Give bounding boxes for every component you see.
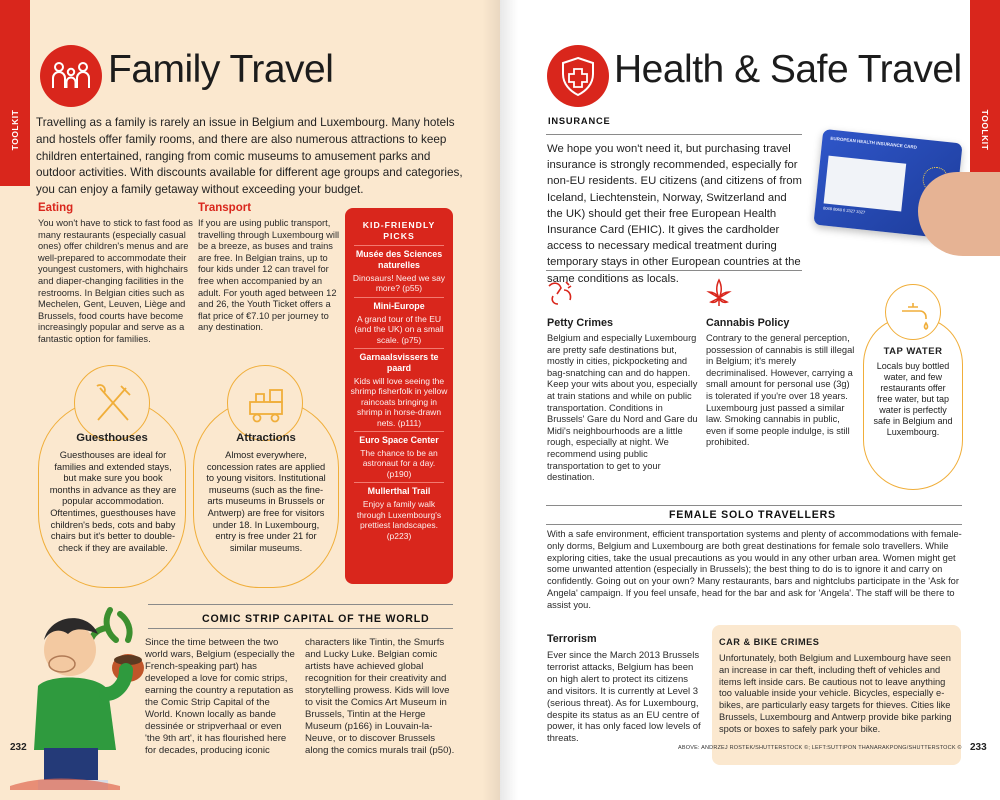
terrorism-text: Ever since the March 2013 Brussels terrorist attacks, Belgium has been on high alert to protect its citizens and visitors. It is currently at Level 3 (serious threat). As for Luxembourg, despite its status as an EU centre of power, it has only faced low levels of threats. [547, 650, 701, 745]
car-bike-text: Unfortunately, both Belgium and Luxembourg have seen an increase in car theft, including theft of vehicles and items left inside cars. Be cautious not to leave anything too valuable inside your vehicle. Bicycles, especially e-bikes, are particularly easy targets for thieves. Cities like Brussels, Luxembourg and Antwerp provide bike parking spots or boxes to safely park your bike. [719, 653, 952, 734]
cannabis-text: Contrary to the general perception, possession of cannabis is still illegal in Belgium; it's merely decriminalised. However, carrying a small amount for personal use (3g) is tolerated if you're over 18 years. Luxembourg just passed a similar law. Smoking cannabis in public, even if some people indulge, is still prohibited. [706, 333, 855, 448]
card-number: 8048 8060 0 2327 3327 [822, 205, 866, 215]
pick-name: Musée des Sciences naturelles [355, 249, 443, 270]
page-number: 232 [10, 742, 27, 753]
divider [148, 604, 453, 605]
pick-name: Euro Space Center [359, 435, 439, 446]
divider [546, 524, 962, 525]
insurance-heading: INSURANCE [548, 116, 611, 126]
shield-medical-icon [547, 45, 609, 107]
terrorism-heading: Terrorism [547, 633, 597, 645]
cannabis-leaf-icon [704, 276, 734, 308]
page-gutter-shadow [482, 0, 500, 800]
toolkit-tab-label: TOOLKIT [980, 109, 990, 151]
page-gutter-shadow [500, 0, 518, 800]
divider [354, 482, 444, 483]
pick-desc: Enjoy a family walk through Luxembourg's prettiest landscapes. (p223) [356, 499, 442, 541]
hand-illustration [918, 172, 1000, 256]
attractions-text: Almost everywhere, concession rates are applied to young visitors. Institutional museums (such as the fine-arts museums in Brussels or Antwerp) are free for visitors under 18. In Luxembourg, entry is free under 21 for similar museums. [206, 450, 326, 553]
comic-heading: COMIC STRIP CAPITAL OF THE WORLD [202, 613, 430, 625]
transport-heading: Transport [198, 202, 252, 214]
tap-water-heading: TAP WATER [883, 346, 943, 357]
eating-text: You won't have to stick to fast food as many restaurants (especially casual ones) offer children's menus and are well-prepared to accommodate their youngest customers, with highchairs and diaper-changing facilities in the restrooms. In Belgian cities such as Mechelen, Gent, Leuven, Liège and Brussels, food courts have become increasingly popular and serve as a fantastic option for families. [38, 218, 193, 344]
pick-desc: The chance to be an astronaut for a day. (p190) [360, 448, 438, 479]
divider [546, 505, 962, 506]
petty-crimes-text: Belgium and especially Luxembourg are pretty safe destinations but, mostly in cities, pickpocketing and bag-snatching can and do happen. Keep your wits about you, especially at train stations and while on public transportation. Conditions in Brussels' Gare du Nord and Gare du Midi's neighbourhoods are a little rough, especially at night. We recommend using public transportation to get to your destination. [547, 333, 698, 483]
divider [354, 431, 444, 432]
car-bike-crimes-box [712, 625, 961, 765]
toolkit-tab [0, 0, 30, 186]
comic-character-illustration [10, 590, 160, 790]
tap-water-text: Locals buy bottled water, and few restaurants offer free water, but tap water is perfectly safe in Belgium and Luxembourg. [873, 361, 953, 437]
female-solo-heading: FEMALE SOLO TRAVELLERS [669, 509, 836, 521]
kid-friendly-picks-box [345, 208, 453, 584]
toy-train-icon [227, 365, 303, 441]
card-header: EUROPEAN HEALTH INSURANCE CARD [830, 135, 918, 150]
toolkit-tab-label: TOOLKIT [10, 109, 20, 151]
attractions-heading: Attractions [236, 432, 296, 444]
right-page [500, 0, 1000, 800]
kid-picks-title: KID-FRIENDLY PICKS [362, 220, 436, 241]
page-title: Health & Safe Travel [614, 48, 962, 91]
petty-crimes-heading: Petty Crimes [547, 317, 614, 329]
car-bike-heading: CAR & BIKE CRIMES [719, 637, 820, 647]
divider [354, 348, 444, 349]
divider [546, 134, 802, 135]
pick-name: Mini-Europe [373, 300, 425, 311]
pickpocket-icon [544, 278, 576, 308]
eating-heading: Eating [38, 202, 74, 214]
cutlery-icon [74, 365, 150, 441]
divider [354, 297, 444, 298]
divider [546, 270, 802, 271]
transport-text: If you are using public transport, travelling through Luxembourg will be a breeze, as buses and trains are free. In Belgian trains, up to four kids under 12 can travel for free when accompanied by an adult. For youth aged between 12 and 26, the Youth Ticket offers a flat price of €7.10 per journey to any destination. [198, 218, 340, 333]
comic-text-col2: characters like Tintin, the Smurfs and Lucky Luke. Belgian comic artists have achieved global recognition for their creativity and storytelling prowess. Kids will love to visit the Comics Art Museum in Brussels, Tintin at the Herge Museum (p166) in Louvain-la-Neuve, or to discover Brussels along the comics murals trail (p50). [305, 637, 455, 756]
page-number: 233 [970, 742, 987, 753]
toolkit-tab [970, 0, 1000, 186]
photo-credit: ABOVE: ANDRZEJ ROSTEK/SHUTTERSTOCK ©; LEFT:SUTTIPON THANARAKPONG/SHUTTERSTOCK © [678, 745, 962, 751]
page-title: Family Travel [108, 48, 334, 91]
guesthouses-text: Guesthouses are ideal for families and extended stays, but make sure you book months in advance as they are popular accommodation. Oftentimes, guesthouses have children's beds, cots and baby chairs but it's better to double-check if they are available. [49, 450, 177, 553]
pick-desc: A grand tour of the EU (and the UK) on a small scale. (p75) [354, 313, 444, 345]
card-data-area [822, 156, 907, 215]
family-intro: Travelling as a family is rarely an issue in Belgium and Luxembourg. Many hotels and hostels offer family rooms, and there are also numerous attractions to keep children entertained, ranging from comic museums to amusement parks and outdoor activities. With discounts available for different age groups and categories, you can enjoy a family getaway without exceeding your budget. [36, 116, 463, 197]
comic-text-col1: Since the time between the two world wars, Belgium (especially the French-speaking part) has developed a love for comic strips, earning the country a reputation as the Comic Strip Capital of the World. Known locally as bande dessinée or stripverhaal or even 'the 9th art', it has flourished here for decades, producing iconic [145, 637, 295, 756]
pick-name: Garnaalsvissers te paard [359, 352, 439, 374]
insurance-text: We hope you won't need it, but purchasing travel insurance is strongly recommended, especially for non-EU residents. EU citizens (and citizens of from Iceland, Liechtenstein, Norway, Switzerland and the UK) should get their free European Health Insurance Card (EHIC). It gives the cardholder access to necessary medical treatment during temporary stays in other European countries at the same conditions as locals. [547, 143, 802, 285]
tap-icon [885, 284, 941, 340]
guesthouses-heading: Guesthouses [76, 432, 148, 444]
female-solo-text: With a safe environment, efficient transportation systems and plenty of accommodations with female-only dorms, Belgium and Luxembourg are both great destinations for female solo travellers. While exploring cities, take the usual precautions as you would in any other urban area. Women might get some unwanted attention (especially in Brussels); the best thing to do is to ignore it and carry on confidently. Going out on your own? Many restaurants, bars and nightclubs participate in the 'Ask for Angela' campaign. If you feel unsafe, head for the bar and ask for 'Angela'. The staff will be there to assist you. [547, 529, 962, 610]
divider [148, 628, 453, 629]
cannabis-heading: Cannabis Policy [706, 317, 790, 329]
pick-name: Mullerthal Trail [367, 486, 431, 497]
pick-desc: Dinosaurs! Need we say more? (p55) [352, 273, 446, 294]
family-icon [40, 45, 102, 107]
pick-desc: Kids will love seeing the shrimp fisherfolk in yellow raincoats bringing in shrimp in horse-drawn nets. (p111) [350, 376, 448, 428]
divider [354, 245, 444, 246]
